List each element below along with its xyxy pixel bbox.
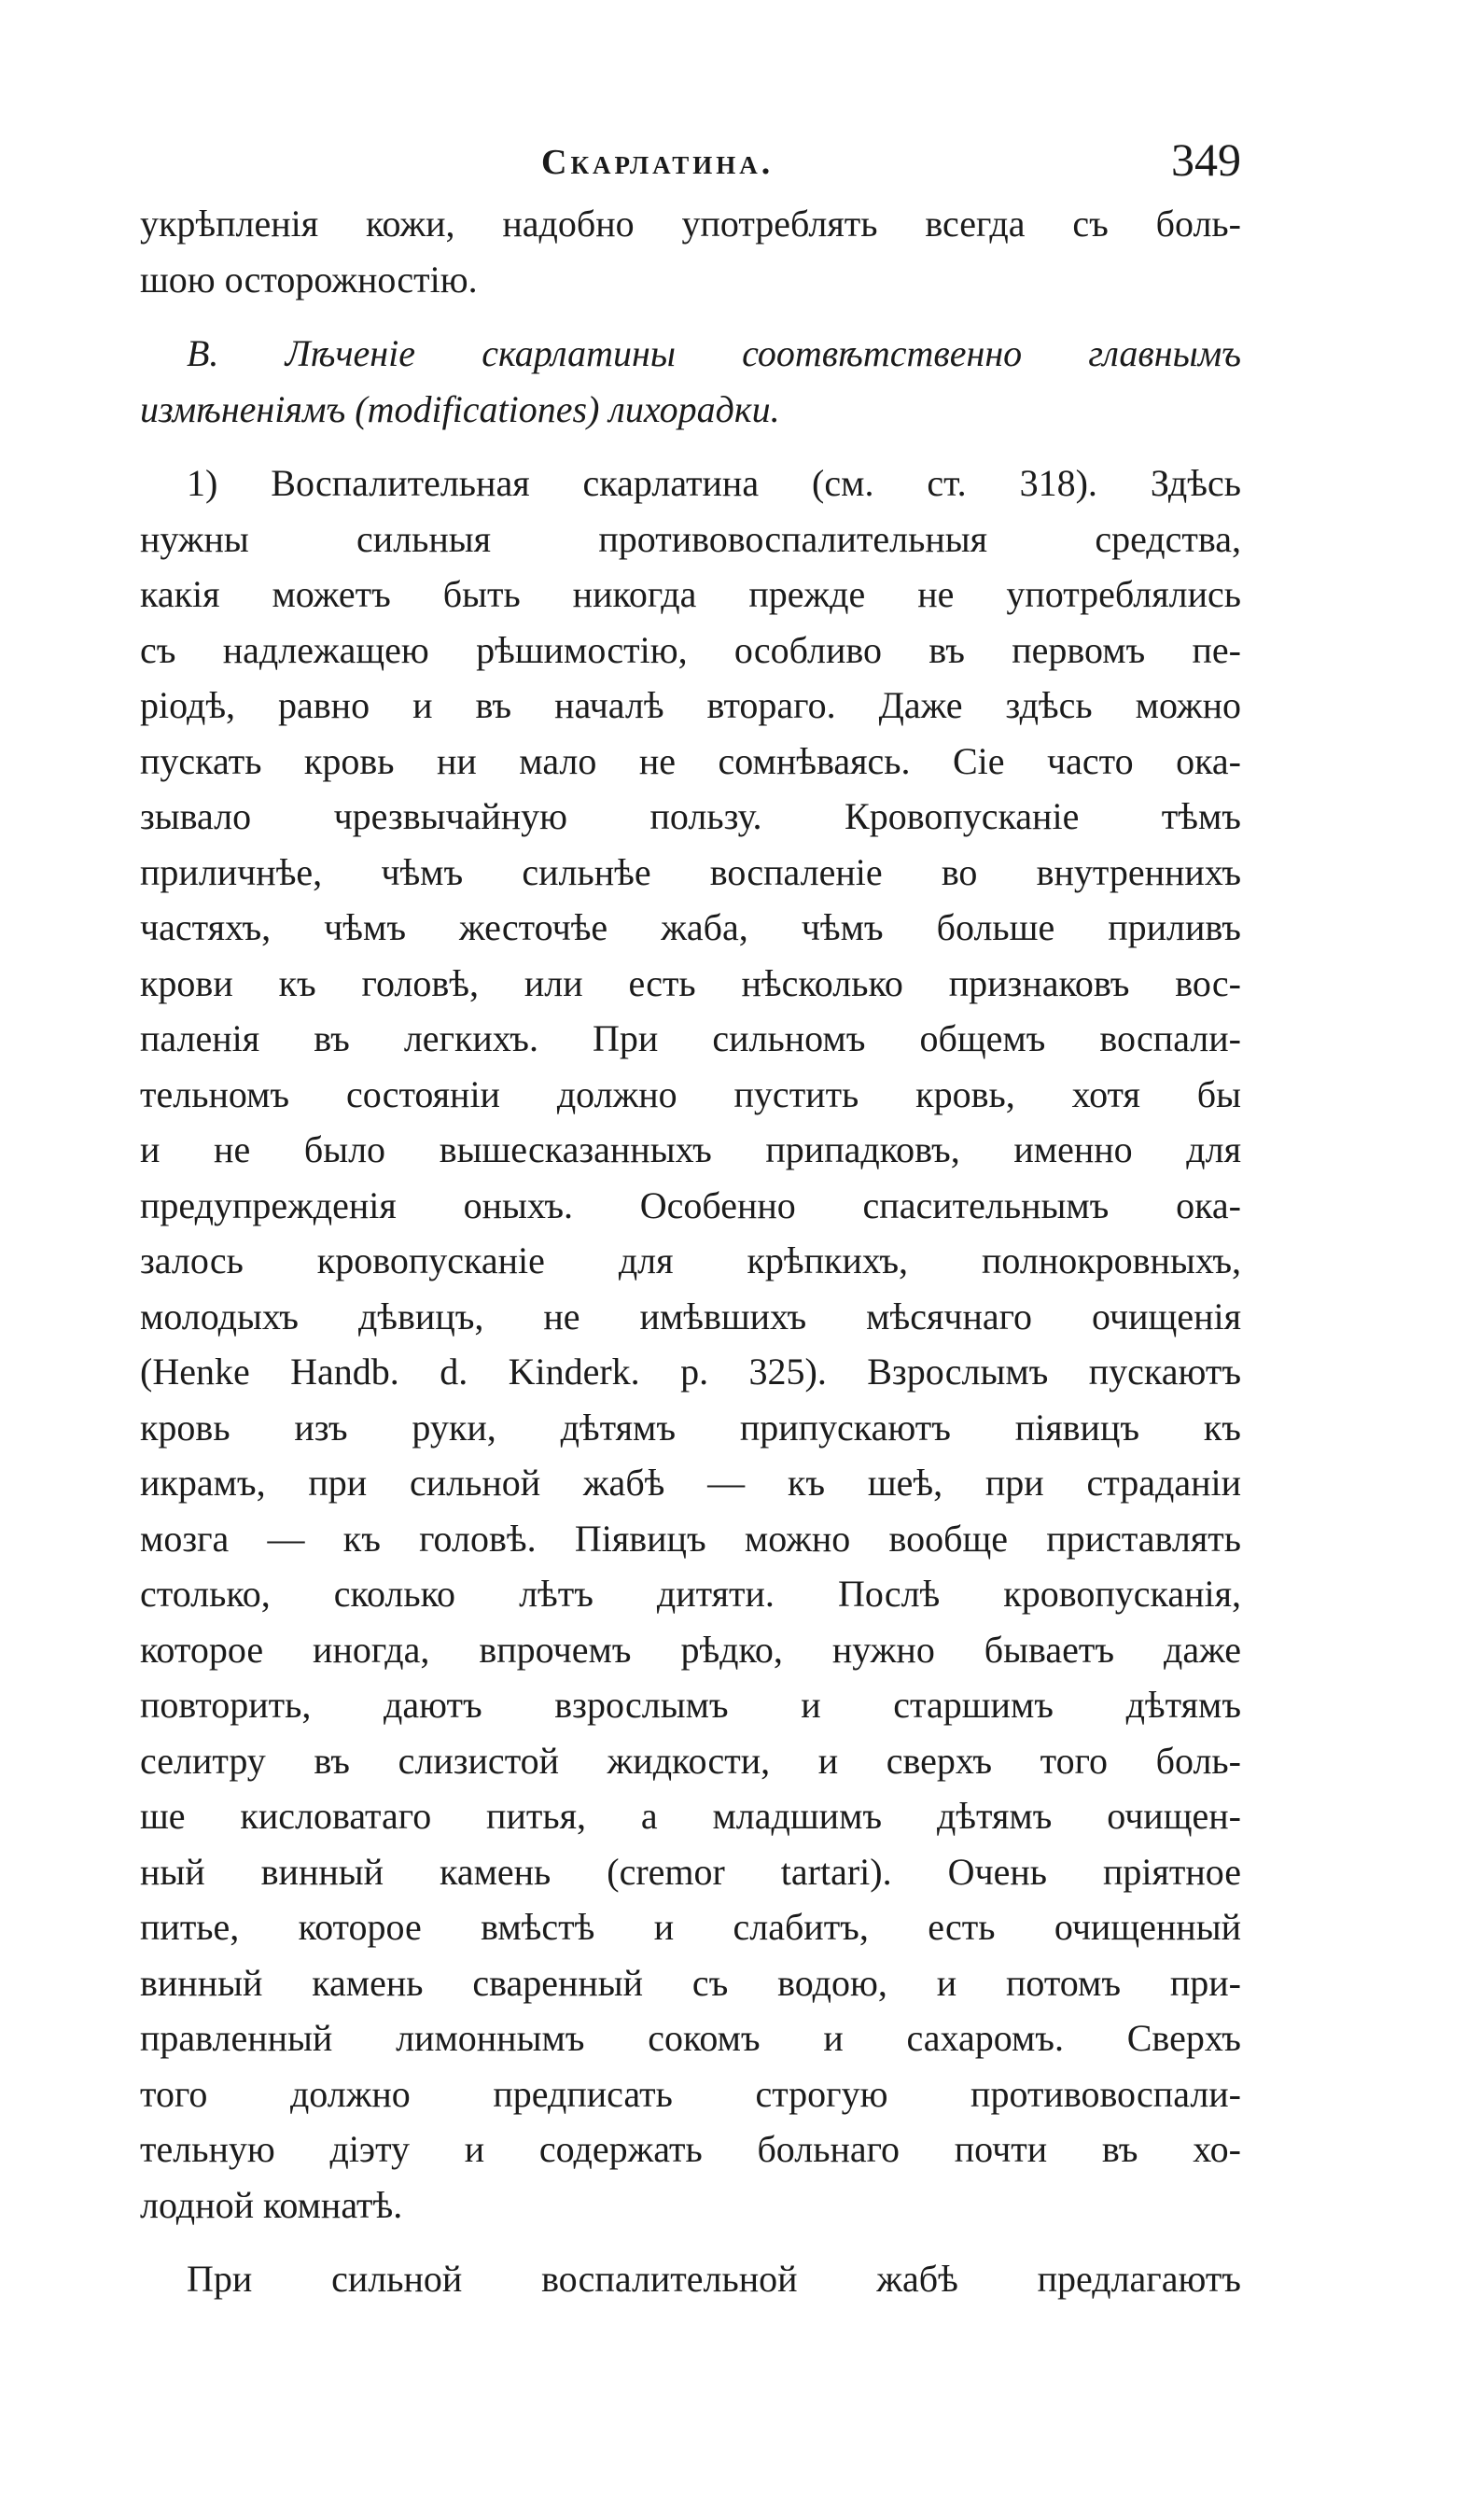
text-line: повторить, даютъ взрослымъ и старшимъ дѣтямъ (140, 1684, 1241, 1726)
text-line: тельную діэту и содержать больнаго почти въ хо- (140, 2128, 1241, 2170)
text-line: которое иногда, впрочемъ рѣдко, нужно бываетъ даже (140, 1628, 1241, 1671)
text-line: нужны сильныя противовоспалительныя средства, (140, 517, 1241, 560)
text-line: селитру въ слизистой жидкости, и сверхъ того боль- (140, 1739, 1241, 1782)
text-line: предупрежденія оныхъ. Особенно спасительнымъ ока- (140, 1183, 1241, 1226)
text-line: икрамъ, при сильной жабѣ — къ шеѣ, при страданіи (140, 1462, 1241, 1504)
page-number: 349 (1171, 133, 1241, 186)
paragraph-inflammatory-scarlatina (140, 455, 1241, 2233)
text-line: столько, сколько лѣтъ дитяти. Послѣ кровопусканія, (140, 1573, 1241, 1615)
text-line: питье, которое вмѣстѣ и слабитъ, есть очищенный (140, 1906, 1241, 1948)
text-line: пускать кровь ни мало не сомнѣваясь. Сіе часто ока- (140, 739, 1241, 782)
text-line: шою осторожностію. (140, 258, 478, 301)
page-header (140, 133, 1241, 198)
text-line: ный винный камень (cremor tartari). Очень пріятное (140, 1850, 1241, 1893)
text-body (140, 196, 1241, 2307)
text-line: съ надлежащею рѣшимостію, особливо въ первомъ пе- (140, 628, 1241, 671)
text-line: винный камень сваренный съ водою, и потомъ при- (140, 1961, 1241, 2004)
text-line: (Henke Handb. d. Kinderk. p. 325). Взрослымъ пускаютъ (140, 1351, 1241, 1393)
text-line: крови къ головѣ, или есть нѣсколько признаковъ вос- (140, 961, 1241, 1004)
text-line: залось кровопусканіе для крѣпкихъ, полнокровныхъ, (140, 1239, 1241, 1281)
text-line: зывало чрезвычайную пользу. Кровопусканіе тѣмъ (140, 795, 1241, 837)
running-title: Скарлатина. (541, 143, 775, 182)
text-line: частяхъ, чѣмъ жесточѣе жаба, чѣмъ больше приливъ (140, 906, 1241, 948)
text-line: измѣненіямъ (modificationes) лихорадки. (140, 387, 780, 430)
text-line: правленный лимоннымъ сокомъ и сахаромъ. Сверхъ (140, 2017, 1241, 2059)
text-line: тельномъ состояніи должно пустить кровь, хотя бы (140, 1072, 1241, 1115)
text-line: ріодѣ, равно и въ началѣ втораго. Даже здѣсь можно (140, 684, 1241, 726)
text-line: 1) Воспалительная скарлатина (см. ст. 318). Здѣсь (187, 462, 1241, 504)
paragraph-inflammatory-angina (140, 2251, 1241, 2307)
text-line: приличнѣе, чѣмъ сильнѣе воспаленіе во внутреннихъ (140, 850, 1241, 893)
text-line: и не было вышесказанныхъ припадковъ, именно для (140, 1128, 1241, 1170)
paragraph-continuation (140, 196, 1241, 307)
text-line: B. Лѣченіе скарлатины соотвѣтственно главнымъ (187, 332, 1241, 374)
text-line: укрѣпленія кожи, надобно употреблять всегда съ боль- (140, 203, 1241, 245)
text-line: ше кисловатаго питья, а младшимъ дѣтямъ очищен- (140, 1795, 1241, 1837)
text-line: молодыхъ дѣвицъ, не имѣвшихъ мѣсячнаго очищенія (140, 1295, 1241, 1337)
text-line: паленія въ легкихъ. При сильномъ общемъ воспали- (140, 1017, 1241, 1059)
text-line: того должно предписать строгую противовоспали- (140, 2072, 1241, 2115)
text-line: кровь изъ руки, дѣтямъ припускаютъ піявицъ къ (140, 1406, 1241, 1449)
section-heading-b (140, 326, 1241, 437)
text-line: лодной комнатѣ. (140, 2183, 403, 2226)
text-line: какія можетъ быть никогда прежде не употреблялись (140, 573, 1241, 615)
text-line: При сильной воспалительной жабѣ предлагаютъ (187, 2258, 1241, 2300)
text-line: мозга — къ головѣ. Піявицъ можно вообще приставлять (140, 1517, 1241, 1560)
